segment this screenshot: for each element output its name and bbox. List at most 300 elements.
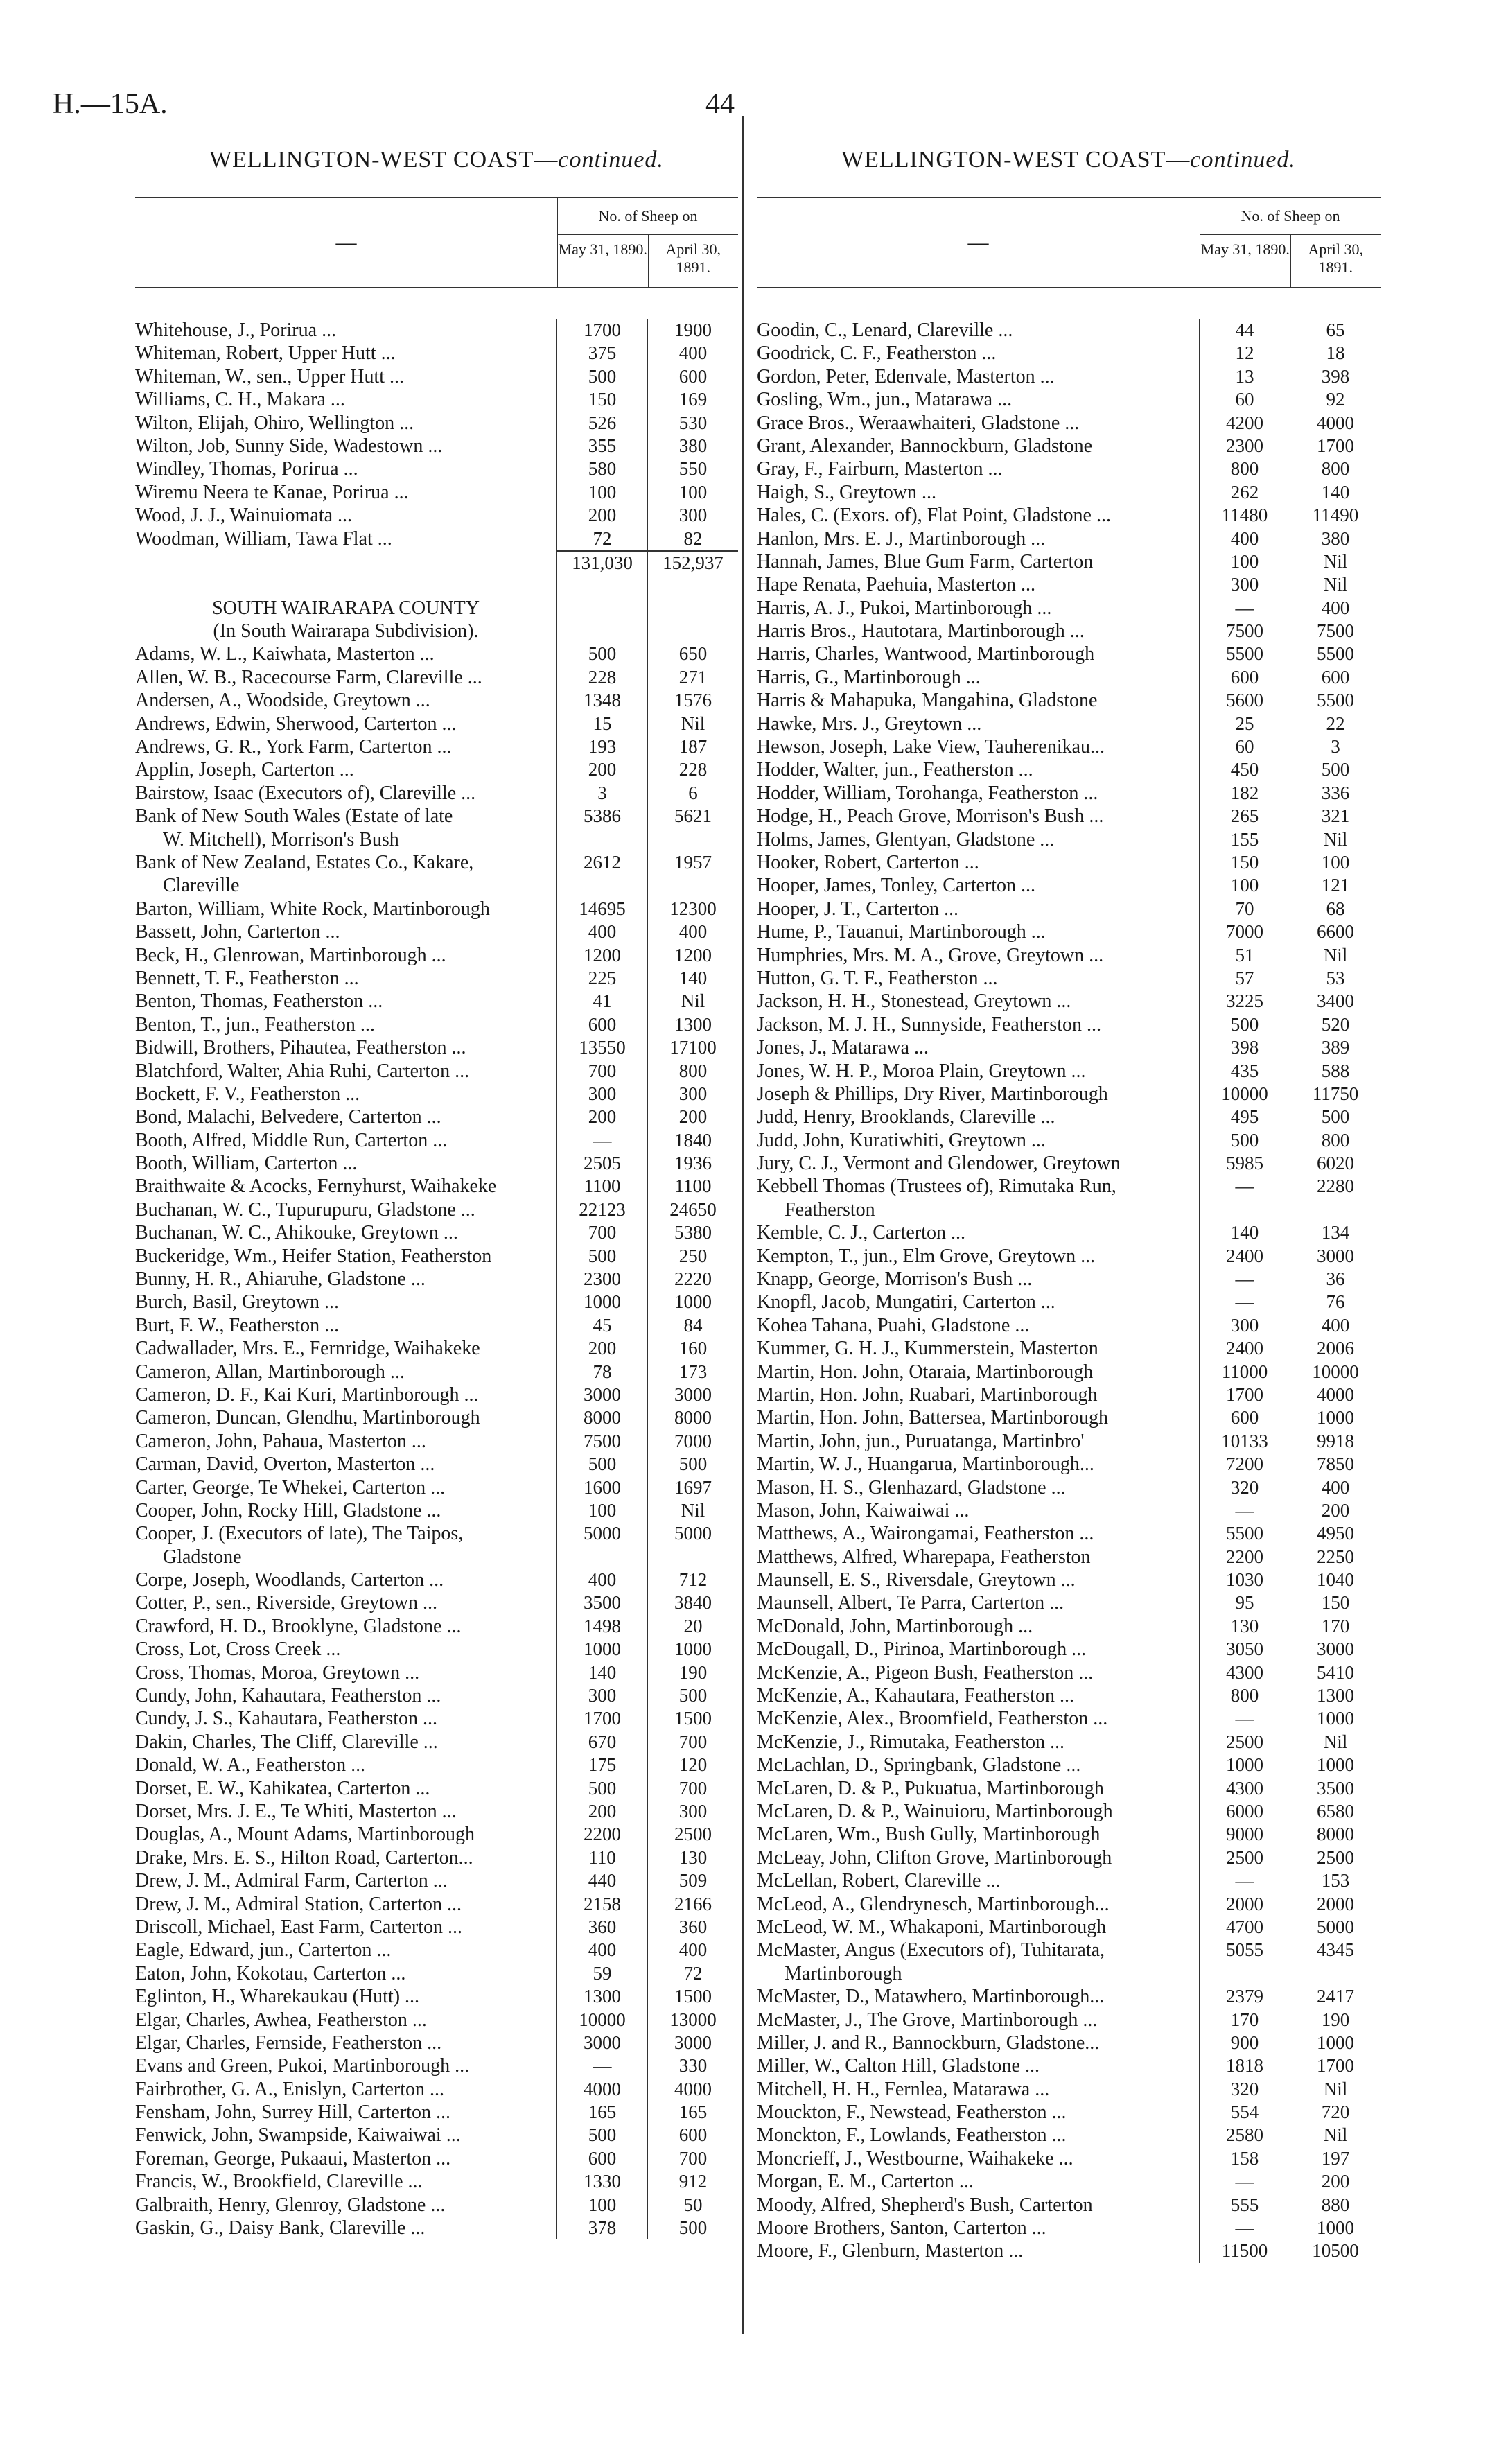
sheep-1891: 92	[1290, 388, 1381, 411]
sheep-1891: 190	[1290, 2009, 1381, 2032]
owner-name: Dorset, E. W., Kahikatea, Carterton ...	[135, 1777, 430, 1799]
owner-name: Fensham, John, Surrey Hill, Carterton ...	[135, 2102, 450, 2124]
sheep-1891: 5500	[1290, 643, 1381, 665]
sheep-1891: 134	[1290, 1221, 1381, 1244]
owner-name: Hanlon, Mrs. E. J., Martinborough ...	[757, 527, 1046, 550]
table-row	[757, 2101, 1381, 2124]
sheep-1891: 190	[647, 1661, 738, 1684]
date-1890-header: May 31, 1890.	[1200, 241, 1290, 258]
sheep-1890: 100	[556, 2194, 647, 2217]
table-row	[757, 1569, 1381, 1591]
sheep-1891: 1000	[1290, 1707, 1381, 1730]
table-row	[757, 2170, 1381, 2193]
owner-name: Driscoll, Michael, East Farm, Carterton ...	[135, 1916, 462, 1938]
table-row	[135, 412, 738, 435]
sheep-1890: 1348	[556, 689, 647, 712]
table-row	[135, 920, 738, 943]
sheep-1891: 22	[1290, 713, 1381, 735]
sheep-1891: 1300	[647, 1013, 738, 1036]
table-row	[757, 1060, 1381, 1083]
sheep-1890: 378	[556, 2217, 647, 2239]
sheep-1891: 10500	[1290, 2239, 1381, 2262]
owner-name: Bunny, H. R., Ahiaruhe, Gladstone ...	[135, 1268, 426, 1291]
owner-name: Carter, George, Te Whekei, Carterton ...	[135, 1476, 446, 1499]
sheep-1890: 140	[556, 1661, 647, 1684]
sheep-1890: 11000	[1199, 1361, 1290, 1383]
sheep-1890: 2000	[1199, 1893, 1290, 1916]
owner-name: Carman, David, Overton, Masterton ...	[135, 1453, 435, 1476]
table-row	[135, 1731, 738, 1754]
sheep-1890: 555	[1199, 2194, 1290, 2217]
owner-name: Harris & Mahapuka, Mangahina, Gladstone	[757, 690, 1098, 712]
owner-name: Williams, C. H., Makara ...	[135, 389, 345, 411]
sheep-1891: 2166	[647, 1893, 738, 1916]
sheep-1891	[1290, 1198, 1381, 1221]
owner-name: Eglinton, H., Wharekaukau (Hutt) ...	[135, 1986, 420, 2008]
sheep-1890: 150	[556, 388, 647, 411]
sheep-1890: 670	[556, 1731, 647, 1754]
column-divider	[742, 116, 744, 2334]
sheep-1891: 400	[1290, 1314, 1381, 1337]
table-row	[135, 504, 738, 527]
owner-name: Buckeridge, Wm., Heifer Station, Featherston	[135, 1245, 492, 1267]
owner-name: Blatchford, Walter, Ahia Ruhi, Carterton ...	[135, 1060, 470, 1082]
sheep-1890: 2158	[556, 1893, 647, 1916]
sheep-1891: 7850	[1290, 1453, 1381, 1476]
table-row	[757, 758, 1381, 781]
sheep-1891: 2280	[1290, 1175, 1381, 1198]
table-row	[757, 1152, 1381, 1175]
sheep-1891: 400	[647, 1939, 738, 1961]
sheep-1890: 1000	[556, 1291, 647, 1313]
table-row	[135, 805, 738, 828]
owner-name: Grant, Alexander, Bannockburn, Gladstone	[757, 435, 1093, 457]
sheep-1890: 580	[556, 457, 647, 480]
sheep-1891: Nil	[1290, 550, 1381, 573]
sheep-1891: 11750	[1290, 1083, 1381, 1106]
sheep-1891: 1500	[647, 1985, 738, 2008]
table-row	[135, 643, 738, 665]
table-row	[135, 2054, 738, 2077]
sheep-1890: 1700	[1199, 1383, 1290, 1406]
table-row	[757, 1731, 1381, 1754]
sheep-1891: 2417	[1290, 1985, 1381, 2008]
sheep-1890: 3000	[556, 1383, 647, 1406]
sheep-1891: 1300	[1290, 1684, 1381, 1707]
owner-name: McLeod, A., Glendrynesch, Martinborough...	[757, 1893, 1110, 1915]
sheep-1891: 68	[1290, 898, 1381, 920]
sheep-1890: 300	[1199, 573, 1290, 596]
owner-name: Cooper, J. (Executors of late), The Taipos,	[135, 1523, 464, 1545]
owner-name: Elgar, Charles, Awhea, Featherston ...	[135, 2009, 427, 2031]
sheep-1890: 800	[1199, 1684, 1290, 1707]
table-row	[135, 2078, 738, 2101]
sheep-1891: 5000	[1290, 1916, 1381, 1939]
owner-name: McLaren, Wm., Bush Gully, Martinborough	[757, 1824, 1101, 1846]
table-row	[135, 2217, 738, 2239]
sheep-1890: 10133	[1199, 1430, 1290, 1453]
sheep-1891: 500	[1290, 1106, 1381, 1128]
sheep-1891: Nil	[1290, 944, 1381, 967]
sheep-1891: 800	[647, 1060, 738, 1083]
sheep-1891: 6580	[1290, 1800, 1381, 1823]
sheep-1890: —	[1199, 1291, 1290, 1313]
owner-name: Bidwill, Brothers, Pihautea, Featherston ...	[135, 1037, 466, 1059]
table-row	[135, 1499, 738, 1522]
sheep-1890: 150	[1199, 851, 1290, 874]
owner-name: Fenwick, John, Swampside, Kaiwaiwai ...	[135, 2124, 461, 2147]
sheep-1891: 1000	[647, 1638, 738, 1661]
sheep-1890: 225	[556, 967, 647, 990]
left-table-body-county	[135, 643, 738, 2239]
sheep-1891: 3400	[1290, 990, 1381, 1013]
table-row	[135, 1152, 738, 1175]
owner-name: Jones, W. H. P., Moroa Plain, Greytown ...	[757, 1060, 1086, 1082]
owner-name: Featherston	[785, 1198, 875, 1221]
table-row	[757, 1777, 1381, 1800]
sheep-1890: 9000	[1199, 1823, 1290, 1846]
table-row	[135, 1522, 738, 1545]
table-row	[757, 805, 1381, 828]
sheep-1890: 13550	[556, 1036, 647, 1059]
sheep-1890: 72	[556, 527, 647, 550]
sheep-1890: 1700	[556, 319, 647, 342]
table-row	[135, 1268, 738, 1291]
sheep-1891: 24650	[647, 1198, 738, 1221]
owner-name: Cameron, Duncan, Glendhu, Martinborough	[135, 1407, 480, 1429]
table-row	[135, 365, 738, 388]
owner-name: Monckton, F., Lowlands, Featherston ...	[757, 2124, 1067, 2147]
table-row	[757, 2217, 1381, 2239]
sheep-1890: 200	[556, 1337, 647, 1360]
table-row	[757, 1291, 1381, 1313]
owner-name: Braithwaite & Acocks, Fernyhurst, Waihakeke	[135, 1176, 497, 1198]
sheep-1890: 2300	[556, 1268, 647, 1291]
table-row	[135, 713, 738, 735]
table-row	[757, 689, 1381, 712]
owner-name: Elgar, Charles, Fernside, Featherston ...	[135, 2032, 442, 2054]
owner-name: Andrews, G. R., York Farm, Carterton ...	[135, 736, 452, 758]
sheep-1891: 170	[1290, 1615, 1381, 1638]
owner-name: Bockett, F. V., Featherston ...	[135, 1083, 360, 1105]
owner-name: Jackson, H. H., Stonestead, Greytown ...	[757, 990, 1071, 1013]
sheep-1890: 398	[1199, 1036, 1290, 1059]
sheep-1890: 25	[1199, 713, 1290, 735]
sheep-1890: 3225	[1199, 990, 1290, 1013]
owner-name: Hewson, Joseph, Lake View, Tauherenikau...	[757, 736, 1105, 758]
sheep-1890: 228	[556, 666, 647, 689]
owner-name: Bank of New South Wales (Estate of late	[135, 805, 453, 828]
owner-name: Martin, John, jun., Puruatanga, Martinbro'	[757, 1430, 1085, 1452]
table-row	[757, 898, 1381, 920]
sheep-1890: 200	[556, 1800, 647, 1823]
owner-name: McKenzie, A., Pigeon Bush, Featherston ...	[757, 1661, 1094, 1684]
owner-name: Goodin, C., Lenard, Clareville ...	[757, 320, 1013, 341]
sheep-1891: 1900	[647, 319, 738, 342]
owner-name: Drake, Mrs. E. S., Hilton Road, Carterton...	[135, 1846, 473, 1869]
owner-name: Harris, A. J., Pukoi, Martinborough ...	[757, 597, 1052, 619]
sheep-1890: 2500	[1199, 1731, 1290, 1754]
table-row	[757, 990, 1381, 1013]
sheep-1890: 2505	[556, 1152, 647, 1175]
table-row	[757, 1406, 1381, 1429]
owner-name: Bairstow, Isaac (Executors of), Clareville ...	[135, 782, 476, 804]
table-row	[757, 388, 1381, 411]
sheep-1891: 600	[647, 365, 738, 388]
table-row	[757, 1823, 1381, 1846]
owner-name: Adams, W. L., Kaiwhata, Masterton ...	[135, 643, 435, 665]
sheep-1891: 17100	[647, 1036, 738, 1059]
sheep-1890: 700	[556, 1060, 647, 1083]
sheep-1891: 4000	[1290, 1383, 1381, 1406]
sheep-1891: 13000	[647, 2009, 738, 2032]
table-row	[757, 1083, 1381, 1106]
sheep-1890: 2400	[1199, 1245, 1290, 1268]
sheep-1891: 120	[647, 1754, 738, 1776]
right-table-header	[757, 198, 1381, 288]
owner-name: Andersen, A., Woodside, Greytown ...	[135, 690, 430, 712]
table-row	[757, 597, 1381, 620]
sheep-1890: 1818	[1199, 2054, 1290, 2077]
left-table-body	[135, 319, 738, 550]
table-row	[757, 319, 1381, 342]
sheep-1890: 500	[1199, 1013, 1290, 1036]
sheep-1890: 262	[1199, 481, 1290, 504]
table-row	[757, 2239, 1381, 2262]
owner-name: Hodder, Walter, jun., Featherston ...	[757, 759, 1033, 781]
sheep-1891: 880	[1290, 2194, 1381, 2217]
owner-name: Mason, H. S., Glenhazard, Gladstone ...	[757, 1476, 1066, 1499]
sheep-1891: 3000	[1290, 1245, 1381, 1268]
sheep-1891: 600	[1290, 666, 1381, 689]
sheep-1891: 1000	[1290, 2217, 1381, 2239]
owner-name: Crawford, H. D., Brooklyne, Gladstone ...	[135, 1615, 462, 1637]
sheep-1890: 182	[1199, 782, 1290, 805]
sheep-1890: 7500	[1199, 620, 1290, 643]
table-row	[757, 1939, 1381, 1961]
table-row	[757, 2009, 1381, 2032]
owner-name: Morgan, E. M., Carterton ...	[757, 2171, 974, 2193]
owner-name: McKenzie, A., Kahautara, Featherston ...	[757, 1685, 1074, 1707]
table-row	[757, 713, 1381, 735]
sheep-1890: 495	[1199, 1106, 1290, 1128]
owner-name: Knapp, George, Morrison's Bush ...	[757, 1268, 1033, 1291]
table-row	[135, 1060, 738, 1083]
owner-name: Miller, J. and R., Bannockburn, Gladstone...	[757, 2032, 1100, 2054]
owner-name: Hawke, Mrs. J., Greytown ...	[757, 713, 982, 735]
sheep-1891: 400	[1290, 1476, 1381, 1499]
table-row	[757, 342, 1381, 365]
table-row	[757, 1916, 1381, 1939]
sheep-1890: 95	[1199, 1591, 1290, 1614]
owner-name: McKenzie, J., Rimutaka, Featherston ...	[757, 1731, 1065, 1753]
sheep-1891: 165	[647, 2101, 738, 2124]
sheep-1890: 1200	[556, 944, 647, 967]
sheep-1890: 2200	[556, 1823, 647, 1846]
sheep-1891: 1697	[647, 1476, 738, 1499]
owner-name: Whiteman, Robert, Upper Hutt ...	[135, 342, 396, 365]
sheep-1890: 130	[1199, 1615, 1290, 1638]
sheep-1891: 200	[1290, 2170, 1381, 2193]
sheep-1890: 2400	[1199, 1337, 1290, 1360]
owner-name: Benton, Thomas, Featherston ...	[135, 990, 383, 1013]
sheep-1890: 41	[556, 990, 647, 1013]
sheep-1890: 193	[556, 735, 647, 758]
sheep-1890: 526	[556, 412, 647, 435]
table-row	[757, 504, 1381, 527]
sheep-1890: 450	[1199, 758, 1290, 781]
owner-name: Maunsell, E. S., Riversdale, Greytown ...	[757, 1569, 1076, 1591]
owner-name: Foreman, George, Pukaaui, Masterton ...	[135, 2147, 451, 2169]
owner-name: Woodman, William, Tawa Flat ...	[135, 527, 392, 550]
owner-name: Jones, J., Matarawa ...	[757, 1037, 929, 1059]
sheep-1891: 380	[1290, 527, 1381, 550]
table-row	[135, 527, 738, 550]
sheep-1890: 300	[556, 1083, 647, 1106]
sheep-1891: 4000	[1290, 412, 1381, 435]
right-column	[757, 147, 1381, 2263]
owner-name: Martin, Hon. John, Battersea, Martinborough	[757, 1407, 1109, 1429]
sheep-1891: 600	[647, 2124, 738, 2147]
sheep-1890: 1330	[556, 2170, 647, 2193]
sheep-1891: 100	[1290, 851, 1381, 874]
owner-name: Martin, Hon. John, Otaraia, Martinborough	[757, 1361, 1094, 1383]
sheep-1890: 600	[556, 2147, 647, 2170]
owner-name: Harris, Charles, Wantwood, Martinborough	[757, 643, 1095, 665]
sheep-1891: 271	[647, 666, 738, 689]
table-row	[135, 1175, 738, 1198]
table-row	[757, 1314, 1381, 1337]
owner-name: Judd, Henry, Brooklands, Clareville ...	[757, 1106, 1055, 1128]
sheep-1891: 228	[647, 758, 738, 781]
sheep-1890: 110	[556, 1846, 647, 1869]
sheep-1890: 900	[1199, 2032, 1290, 2054]
sheep-1891: 321	[1290, 805, 1381, 828]
owner-name: Whiteman, W., sen., Upper Hutt ...	[135, 365, 405, 387]
table-row	[135, 1245, 738, 1268]
sheep-1890: 1000	[556, 1638, 647, 1661]
table-row	[135, 1106, 738, 1128]
sheep-1890: 11500	[1199, 2239, 1290, 2262]
table-row	[135, 1661, 738, 1684]
sheep-1890	[556, 828, 647, 851]
sheep-1891: 400	[647, 342, 738, 365]
owner-name: Hannah, James, Blue Gum Farm, Carterton	[757, 550, 1094, 573]
sheep-1890: —	[1199, 1707, 1290, 1730]
sheep-1891: 4950	[1290, 1522, 1381, 1545]
table-row	[757, 1893, 1381, 1916]
table-row	[757, 481, 1381, 504]
table-row	[135, 1800, 738, 1823]
owner-name: Kummer, G. H. J., Kummerstein, Masterton	[757, 1338, 1098, 1360]
owner-name: Gladstone	[163, 1546, 242, 1568]
owner-name: Booth, William, Carterton ...	[135, 1153, 358, 1175]
table-row	[757, 365, 1381, 388]
sheep-1890: 1030	[1199, 1569, 1290, 1591]
owner-name: Moody, Alfred, Shepherd's Bush, Carterton	[757, 2194, 1093, 2216]
owner-name: Wilton, Job, Sunny Side, Wadestown ...	[135, 435, 443, 457]
table-row	[757, 1546, 1381, 1569]
table-row	[757, 2078, 1381, 2101]
sheep-1891: 2006	[1290, 1337, 1381, 1360]
table-row	[135, 319, 738, 342]
sheep-1891: 1936	[647, 1152, 738, 1175]
table-row	[757, 620, 1381, 643]
owner-name: Kebbell Thomas (Trustees of), Rimutaka Run,	[757, 1176, 1116, 1198]
sheep-1890: 500	[556, 1453, 647, 1476]
table-row	[135, 689, 738, 712]
sheep-1890: 600	[556, 1013, 647, 1036]
sheep-1891: 8000	[647, 1406, 738, 1429]
sheep-1890: 7000	[1199, 920, 1290, 943]
sheep-1890: 165	[556, 2101, 647, 2124]
table-row	[757, 1661, 1381, 1684]
sheep-1891: 2220	[647, 1268, 738, 1291]
table-row	[757, 782, 1381, 805]
sheep-1890: 5500	[1199, 643, 1290, 665]
sheep-1891: 200	[647, 1106, 738, 1128]
owner-name: Wood, J. J., Wainuiomata ...	[135, 505, 353, 527]
sheep-1891: 250	[647, 1245, 738, 1268]
sheep-1890: 2612	[556, 851, 647, 874]
table-row	[757, 573, 1381, 596]
section-subtitle: (In South Wairarapa Subdivision).	[213, 620, 479, 643]
owner-name: Hape Renata, Paehuia, Masterton ...	[757, 574, 1035, 596]
sheep-1891: 398	[1290, 365, 1381, 388]
sheep-1890: 7200	[1199, 1453, 1290, 1476]
owner-name: Matthews, A., Wairongamai, Featherston ...	[757, 1523, 1094, 1545]
sheep-1890: 355	[556, 435, 647, 457]
owner-name: Cundy, John, Kahautara, Featherston ...	[135, 1685, 441, 1707]
table-row	[757, 2124, 1381, 2147]
sheep-1891: 1040	[1290, 1569, 1381, 1591]
table-row	[757, 1383, 1381, 1406]
owner-name: Moore, F., Glenburn, Masterton ...	[757, 2240, 1024, 2262]
sheep-1891: 912	[647, 2170, 738, 2193]
sheep-1890: 554	[1199, 2101, 1290, 2124]
sheep-1891: 84	[647, 1314, 738, 1337]
sheep-1890: 7500	[556, 1430, 647, 1453]
sheep-1890: 500	[556, 1245, 647, 1268]
table-row	[757, 1036, 1381, 1059]
sheep-1891: 2000	[1290, 1893, 1381, 1916]
table-row	[135, 1314, 738, 1337]
owner-name: Moncrieff, J., Westbourne, Waihakeke ...	[757, 2147, 1073, 2169]
table-row	[135, 990, 738, 1013]
name-column-header: —	[335, 231, 357, 254]
table-row	[135, 1893, 738, 1916]
sheep-1890: 600	[1199, 666, 1290, 689]
owner-name: Wilton, Elijah, Ohiro, Wellington ...	[135, 412, 414, 434]
table-row	[757, 527, 1381, 550]
sheep-1890: 100	[1199, 874, 1290, 897]
owner-name: Mitchell, H. H., Fernlea, Matarawa ...	[757, 2078, 1050, 2100]
sheep-1891: 3000	[1290, 1638, 1381, 1661]
owner-name: Cross, Lot, Cross Creek ...	[135, 1639, 341, 1661]
sheep-1890: 158	[1199, 2147, 1290, 2170]
owner-name: Haigh, S., Greytown ...	[757, 481, 936, 503]
sheep-1890: 59	[556, 1962, 647, 1985]
sheep-1890: 6000	[1199, 1800, 1290, 1823]
owner-name: Joseph & Phillips, Dry River, Martinborough	[757, 1083, 1108, 1105]
table-row	[757, 1476, 1381, 1499]
document-reference: H.—15A.	[53, 88, 168, 120]
sheep-1890: 170	[1199, 2009, 1290, 2032]
owner-name: Martinborough	[785, 1962, 902, 1984]
sheep-1891: 1957	[647, 851, 738, 874]
owner-name: Miller, W., Calton Hill, Gladstone ...	[757, 2055, 1040, 2077]
date-1891-header: April 30, 1891.	[648, 235, 739, 287]
